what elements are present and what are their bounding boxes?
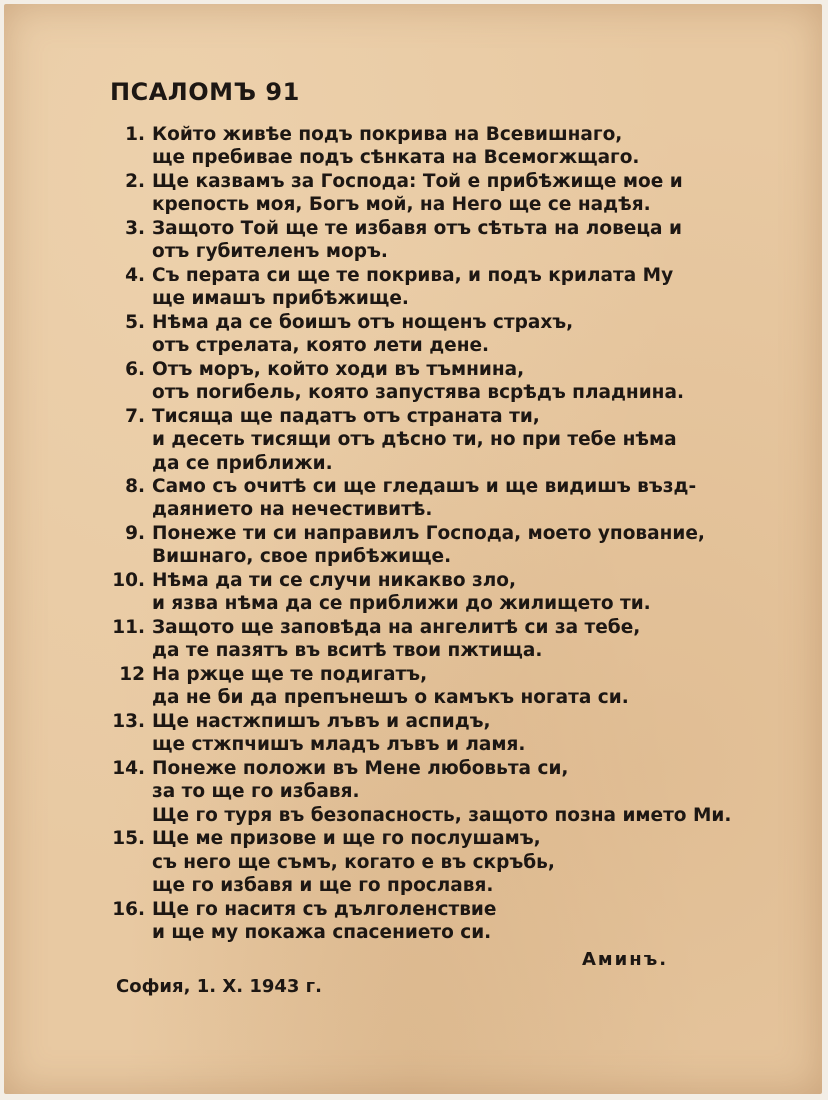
verse-line: и десеть тисящи отъ дѣсно ти, но при тебе нѣма	[152, 429, 677, 451]
verse-number: 2.	[125, 170, 145, 192]
verse-line: Ще го туря въ безопасность, защото позна името Ми.	[152, 804, 732, 826]
verse-list	[112, 123, 752, 944]
verse	[112, 663, 752, 710]
verse-number: 9.	[125, 523, 145, 545]
verse-line: и язва нѣма да се приближи до жилището ти.	[152, 593, 651, 615]
verse-line: ще имашъ прибѣжище.	[152, 288, 409, 310]
verse-line: ще го избавя и ще го прославя.	[152, 874, 494, 896]
amen-closing: Аминъ.	[582, 949, 669, 970]
verse	[112, 827, 752, 897]
verse	[112, 569, 752, 616]
verse-number: 8.	[125, 476, 145, 498]
verse	[112, 710, 752, 757]
verse-line: крепость моя, Богъ мой, на Него ще се надѣя.	[152, 194, 651, 216]
verse-line: да се приближи.	[152, 452, 333, 474]
verse	[112, 217, 752, 264]
paper-page	[4, 4, 822, 1094]
verse-line: Отъ моръ, който ходи въ тъмнина,	[152, 358, 525, 380]
verse-number: 7.	[125, 405, 145, 427]
verse-line: да не би да препънешъ о камъкъ ногата си.	[152, 687, 629, 709]
verse	[112, 170, 752, 217]
verse	[112, 757, 752, 827]
verse	[112, 405, 752, 475]
verse-line: Нѣма да ти се случи никакво зло,	[152, 570, 517, 592]
verse-line: даянието на нечестивитѣ.	[152, 499, 433, 521]
verse-number: 16.	[112, 898, 145, 920]
verse-line: ще стжпчишъ младъ лъвъ и ламя.	[152, 734, 526, 756]
verse-number: 14.	[112, 758, 145, 780]
verse-number: 1.	[125, 124, 145, 145]
verse-line: ще пребивае подъ сѣнката на Всемогжщаго.	[152, 147, 640, 169]
verse-line: Ще ме призове и ще го послушамъ,	[152, 828, 541, 850]
verse	[112, 475, 752, 522]
verse	[112, 616, 752, 663]
verse-line: Ще настжпишъ лъвъ и аспидъ,	[152, 711, 491, 733]
verse-line: Понеже ти си направилъ Господа, моето упование,	[152, 523, 705, 545]
verse-line: Защото Той ще те избавя отъ сѣтьта на ловеца и	[152, 217, 682, 239]
verse-line: Само съ очитѣ си ще гледашъ и ще видишъ възд-	[152, 476, 697, 498]
verse-number: 3.	[125, 217, 145, 239]
verse-line: да те пазятъ въ вситѣ твои пжтища.	[152, 640, 543, 662]
verse-line: Който живѣе подъ покрива на Всевишнаго,	[152, 124, 623, 145]
verse-line: Тисяща ще падатъ отъ страната ти,	[152, 405, 540, 427]
verse	[112, 358, 752, 405]
verse	[112, 264, 752, 311]
verse	[112, 522, 752, 569]
verse-number: 11.	[112, 617, 145, 639]
verse	[112, 311, 752, 358]
psalm-title: ПСАЛОМЪ 91	[110, 78, 300, 106]
verse-line: и ще му покажа спасението си.	[152, 921, 492, 943]
verse-number: 13.	[112, 711, 145, 733]
verse-line: Защото ще заповѣда на ангелитѣ си за тебе,	[152, 617, 641, 639]
verse-number: 5.	[125, 311, 145, 333]
verse-line: за то ще го избавя.	[152, 781, 360, 803]
verse	[112, 123, 752, 170]
verse	[112, 898, 752, 945]
verse-line: Ще го наситя съ дълголенствие	[152, 898, 497, 920]
verse-line: Нѣма да се боишъ отъ нощенъ страхъ,	[152, 311, 574, 333]
verse-number: 12	[119, 664, 145, 686]
verse-number: 4.	[125, 264, 145, 286]
verse-line: Вишнаго, свое прибѣжище.	[152, 546, 452, 568]
verse-line: отъ стрелата, която лети дене.	[152, 335, 490, 357]
verse-line: съ него ще съмъ, когато е въ скръбь,	[152, 851, 555, 873]
verse-number: 6.	[125, 358, 145, 380]
verse-line: Понеже положи въ Мене любовьта си,	[152, 758, 569, 780]
verse-line: Ще казвамъ за Господа: Той е прибѣжище мое и	[152, 170, 683, 192]
verse-line: Съ перата си ще те покрива, и подъ крилата Му	[152, 264, 674, 286]
verse-line: отъ погибель, която запустява всрѣдъ пладнина.	[152, 382, 684, 404]
verse-line: отъ губителенъ моръ.	[152, 241, 388, 263]
place-date-line: София, 1. X. 1943 г.	[116, 976, 322, 997]
verse-number: 15.	[112, 828, 145, 850]
verse-line: На ржце ще те подигатъ,	[152, 664, 428, 686]
verse-number: 10.	[112, 570, 145, 592]
